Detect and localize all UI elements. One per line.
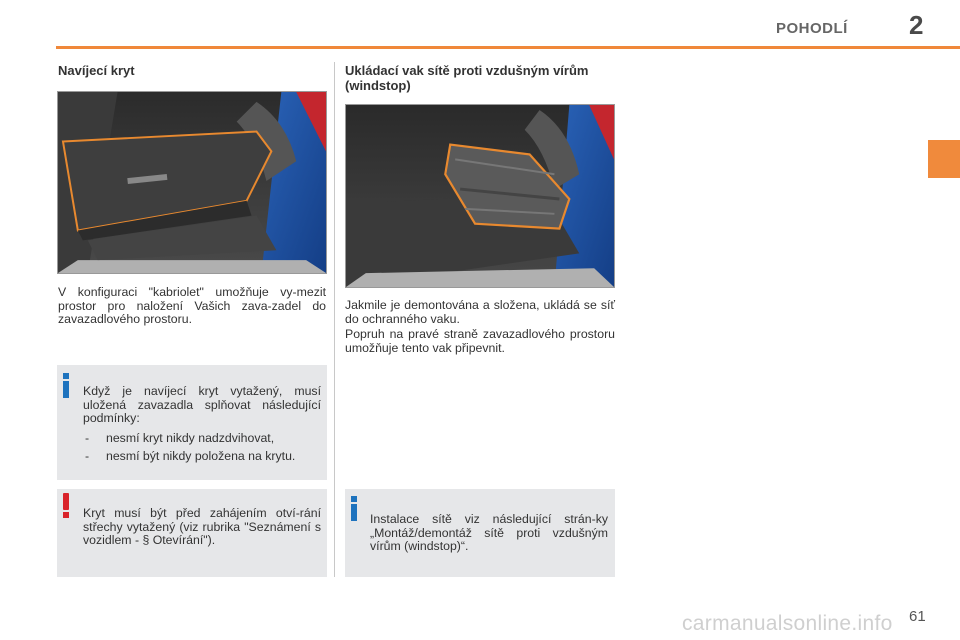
right-paragraph-2: Popruh na pravé straně zavazadlového prostoru umožňuje tento vak připevnit.	[345, 327, 615, 355]
windstop-bag-photo	[345, 104, 615, 288]
right-heading: Ukládací vak sítě proti vzdušným vírům (windstop)	[345, 63, 589, 93]
chapter-tab[interactable]	[928, 140, 960, 178]
info-note-right-text: Instalace sítě viz následující strán-ky „Montáž/demontáž sítě proti vzdušným vírům (windstop)“.	[370, 512, 608, 553]
page-number: 61	[909, 608, 926, 625]
warning-note-text: Kryt musí být před zahájením otví-rání střechy vytažený (viz rubrika "Seznámení s vozidlem - § Otevírání").	[83, 506, 321, 547]
column-divider	[334, 62, 335, 577]
info-note-bullets	[83, 432, 321, 464]
section-title: POHODLÍ	[776, 20, 848, 37]
trunk-cover-photo	[57, 91, 327, 274]
info-icon	[349, 496, 359, 521]
info-icon	[61, 373, 71, 398]
exclamation-icon	[61, 493, 71, 518]
right-paragraph-1: Jakmile je demontována a složena, ukládá se síť do ochranného vaku.	[345, 298, 615, 326]
info-note-intro: Když je navíjecí kryt vytažený, musí uložená zavazadla splňovat následující podmínky:	[83, 384, 321, 425]
info-note-left-text	[83, 385, 321, 469]
list-item: - nesmí být nikdy položena na krytu.	[85, 449, 296, 463]
chapter-number: 2	[909, 10, 924, 40]
watermark: carmanualsonline.info	[682, 612, 893, 635]
header-divider	[56, 46, 960, 49]
left-paragraph: V konfiguraci "kabriolet" umožňuje vy-mezit prostor pro naložení Vašich zava-zadel do zavazadlového prostoru.	[58, 285, 326, 326]
list-item: - nesmí kryt nikdy nadzdvihovat,	[85, 430, 275, 445]
left-heading: Navíjecí kryt	[58, 63, 135, 78]
